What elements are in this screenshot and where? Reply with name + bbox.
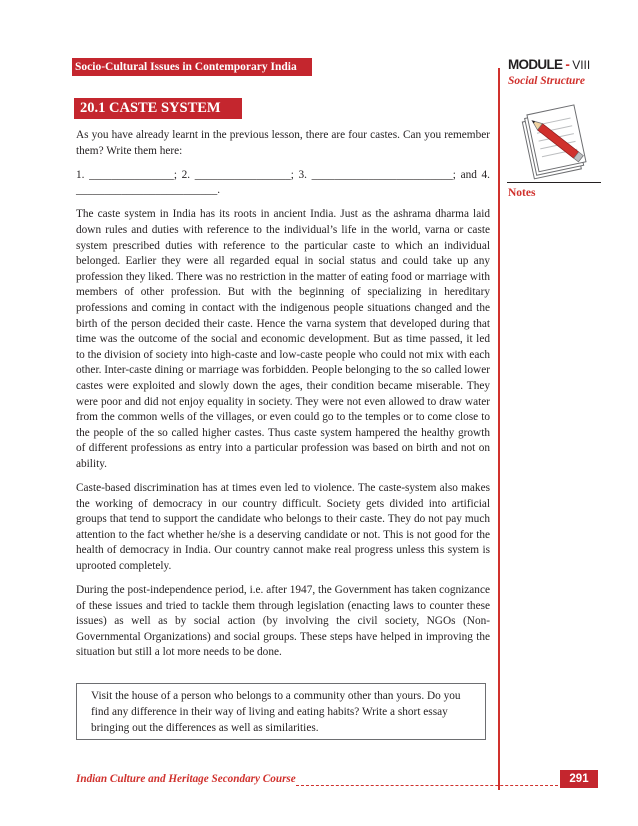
- module-dash: -: [562, 57, 573, 72]
- activity-box: [76, 683, 486, 740]
- paragraph-discrimination: Caste-based discrimination has at times even led to violence. The caste-system also makes the working of democracy in our country difficult. Society gets divided into artificial groups that tend to support the candidate who belongs to their caste. They do not pay much attention to the fact whether he/she is a deserving candidate or not. This is not good for the health of democracy in India. Our country cannot make real progress unless this system is uprooted completely.: [76, 481, 490, 572]
- paragraph-blanks: 1. _______________; 2. _________________; 3. _________________________; and 4. _________________________.: [76, 168, 490, 197]
- footer-dashed-rule: [296, 785, 558, 786]
- section-title: 20.1 CASTE SYSTEM: [74, 98, 242, 119]
- book-title-banner: Socio-Cultural Issues in Contemporary India: [72, 58, 312, 76]
- module-heading: [508, 57, 604, 72]
- notes-label: Notes: [508, 187, 536, 199]
- body-text: [76, 128, 490, 670]
- activity-text: Visit the house of a person who belongs to a community other than yours. Do you find any difference in their way of living and eating habits? Write a short essay bringing out the differences as well as similarities.: [91, 690, 461, 734]
- notepad-pencil-icon: [512, 104, 596, 184]
- module-number: VIII: [572, 58, 591, 72]
- footer-course-title: Indian Culture and Heritage Secondary Course: [76, 773, 296, 785]
- paragraph-post-independence: During the post-independence period, i.e. after 1947, the Government has taken cognizance of these issues and tried to tackle them through legislation (enacting laws to counter these issues) as well as by social action (by involving the civil society, NGOs (Non-Governmental Organizations) and social groups. These steps have helped in improving the situation but still a lot more needs to be done.: [76, 584, 490, 659]
- module-subtitle: Social Structure: [508, 75, 586, 87]
- page-number: 291: [560, 770, 598, 788]
- module-word: MODULE: [508, 57, 563, 72]
- margin-rule: [498, 68, 500, 790]
- paragraph-intro: As you have already learnt in the previous lesson, there are four castes. Can you remember them? Write them here:: [76, 129, 490, 157]
- paragraph-caste-roots: The caste system in India has its roots in ancient India. Just as the ashrama dharma laid down rules and duties with reference to the individual’s life in the world, varna or caste system prescribed duties with reference to the particular caste to which an individual belonged. Earlier they were all regarded equal in social status and could take up any profession they liked. There was no restriction in the matter of eating food or marriage with members of other profession. But with the beginning of specializing in hereditary professions and coming in contact with the indigenous people situations changed and the birth of the person decided their caste. Hence the varna system that developed during that time was the outcome of the social and economic development. But as time passed, it led to the division of society into high-caste and low-caste people who could not mix with each other. Inter-caste dining or marriage was forbidden. People belonging to the so called lower castes were exploited and slowly down the ages, their condition became miserable. They were poor and did not enjoy equality in society. They were not even allowed to draw water from the common wells of the villages, or even could go to the temples or to come close to the people of the so called higher castes. Thus caste system hampered the healthy growth of different professions as entry into a particular profession was based on birth and not on ability.: [76, 208, 490, 470]
- notes-rule: [507, 182, 601, 183]
